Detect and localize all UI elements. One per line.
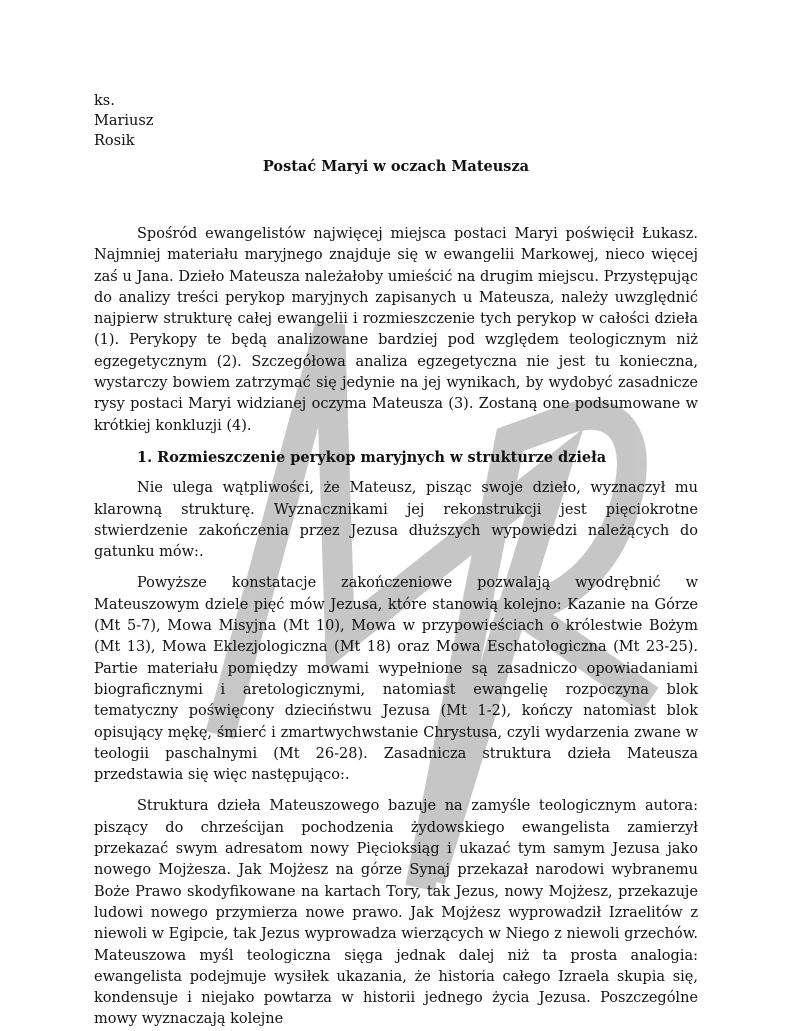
paragraph-five-speeches: Powyższe konstatacje zakończeniowe pozwalają wyodrębnić w Mateuszowym dziele pięć mów Jezusa, które stanowią kolejno: Kazanie na Górze (Mt 5-7), Mowa Misyjna (Mt 10), Mowa w przypowieściach o królestwie Bożym (Mt 13), Mowa Eklezjologiczna (Mt 18) oraz Mowa Eschatologiczna (Mt 23-25). Partie materiału pomiędzy mowami wypełnione są zasadniczo opowiadaniami biograficznymi i aretologicznymi, natomiast ewangelię rozpoczyna blok tematyczny poświęcony dzieciństwu Jezusa (Mt 1-2), kończy natomiast blok opisujący mękę, śmierć i zmartwychwstanie Chrystusa, czyli wydarzenia zwane w teologii paschalnymi (Mt 26-28). Zasadnicza struktura dzieła Mateusza przedstawia się więc następująco:. (94, 575, 698, 784)
author-name: ks. Mariusz Rosik (94, 93, 154, 149)
section-heading: 1. Rozmieszczenie perykop maryjnych w strukturze dzieła (137, 448, 607, 466)
document-body (94, 224, 698, 1031)
document-title: Postać Maryi w oczach Mateusza (262, 158, 530, 175)
paragraph-intro: Spośród ewangelistów najwięcej miejsca postaci Maryi poświęcił Łukasz. Najmniej materiału maryjnego znajduje się w ewangelii Markowej, nieco więcej zaś u Jana. Dzieło Mateusza należałoby umieścić na drugim miejscu. Przystępując do analizy treści perykop maryjnych zapisanych u Mateusza, należy uwzględnić najpierw strukturę całej ewangelii i rozmieszczenie tych perykop w całości dzieła (1). Perykopy te będą analizowane bardziej pod względem teologicznym niż egzegetycznym (2). Szczegółowa analiza egzegetyczna nie jest tu konieczna, wystarczy bowiem zatrzymać się jedynie na jej wynikach, by wydobyć zasadnicze rysy postaci Maryi widzianej oczyma Mateusza (3). Zostaną one podsumowane w krótkiej konkluzji (4). (94, 226, 698, 434)
paragraph-structure: Nie ulega wątpliwości, że Mateusz, pisząc swoje dzieło, wyznaczył mu klarowną strukturę. Wyznacznikami jej rekonstrukcji jest pięciokrotne stwierdzenie zakończenia przez Jezusa dłuższych wypowiedzi należących do gatunku mów:. (94, 480, 698, 561)
paragraph-theology: Struktura dzieła Mateuszowego bazuje na zamyśle teologicznym autora: piszący do chrześcijan pochodzenia żydowskiego ewangelista zamierzył przekazać swym adresatom nowy Pięcioksiąg i ukazać tym samym Jezusa jako nowego Mojżesza. Jak Mojżesz na górze Synaj przekazał narodowi wybranemu Boże Prawo skodyfikowane na kartach Tory, tak Jezus, nowy Mojżesz, przekazuje ludowi nowego przymierza nowe prawo. Jak Mojżesz wyprowadził Izraelitów z niewoli w Egipcie, tak Jezus wyprowadza wierzących w Niego z niewoli grzechów. Mateuszowa myśl teologiczna sięga jednak dalej niż ta prosta analogia: ewangelista podejmuje wysiłek ukazania, że historia całego Izraela skupia się, kondensuje i niejako powtarza w historii jednego życia Jezusa. Poszczególne mowy wyznaczają kolejne (94, 798, 698, 1028)
